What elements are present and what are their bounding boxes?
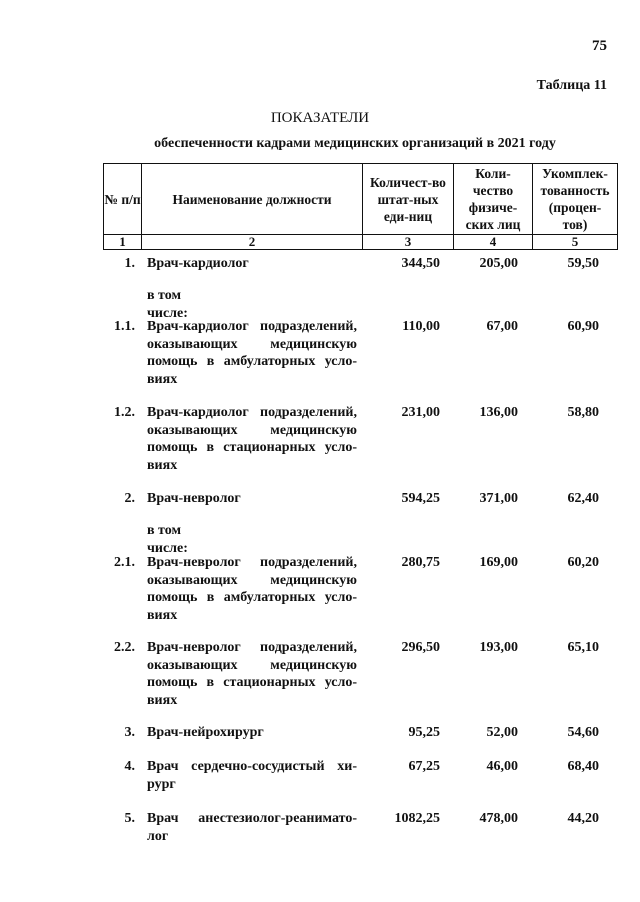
row-individuals: 67,00 (486, 319, 518, 334)
row-staff-units: 110,00 (402, 319, 440, 334)
table-label: Таблица 11 (536, 78, 607, 93)
row-percent: 54,60 (567, 725, 599, 740)
header-position-name: Наименование должности (142, 164, 363, 235)
row-number: 4. (124, 759, 135, 774)
col-number-1: 1 (104, 235, 142, 250)
table-header (103, 163, 618, 250)
row-name: Врач-невролог подразделений, оказывающих медицинскую помощь в стационарных усло-виях (147, 640, 357, 708)
document-subtitle: обеспеченности кадрами медицинских организаций в 2021 году (154, 136, 556, 151)
row-name: Врач-невролог подразделений, оказывающих медицинскую помощь в амбулаторных усло-виях (147, 555, 357, 623)
row-individuals: 169,00 (479, 555, 518, 570)
header-individuals: Коли-чество физиче-ских лиц (454, 164, 533, 235)
row-number: 5. (124, 811, 135, 826)
row-number: 2.2. (114, 640, 135, 655)
row-number: 1. (124, 256, 135, 271)
row-name: Врач-нейрохирург (147, 725, 264, 740)
row-staff-units: 296,50 (401, 640, 440, 655)
row-individuals: 205,00 (479, 256, 518, 271)
row-individuals: 193,00 (479, 640, 518, 655)
row-percent: 62,40 (567, 491, 599, 506)
row-staff-units: 1082,25 (394, 811, 440, 826)
row-individuals: 136,00 (479, 405, 518, 420)
row-number: 2. (124, 491, 135, 506)
row-subheading: в том числе: (147, 288, 188, 321)
document-title: ПОКАЗАТЕЛИ (270, 110, 370, 126)
row-number: 2.1. (114, 555, 135, 570)
row-individuals: 52,00 (486, 725, 518, 740)
row-name: Врач-невролог (147, 491, 241, 506)
header-staffing-percent: Укомплек-тованность (процен-тов) (533, 164, 618, 235)
row-name: Врач анестезиолог-реанимато-лог (147, 811, 357, 844)
row-percent: 60,20 (567, 555, 599, 570)
row-percent: 58,80 (567, 405, 599, 420)
row-staff-units: 67,25 (408, 759, 440, 774)
row-name: Врач сердечно-сосудистый хи-рург (147, 759, 357, 792)
col-number-4: 4 (454, 235, 533, 250)
row-number: 1.1. (114, 319, 135, 334)
row-number: 1.2. (114, 405, 135, 420)
row-name: Врач-кардиолог подразделений, оказывающих медицинскую помощь в стационарных усло-виях (147, 405, 357, 473)
row-percent: 60,90 (567, 319, 599, 334)
row-staff-units: 231,00 (401, 405, 440, 420)
row-individuals: 46,00 (486, 759, 518, 774)
row-individuals: 478,00 (479, 811, 518, 826)
row-individuals: 371,00 (479, 491, 518, 506)
row-staff-units: 344,50 (401, 256, 440, 271)
row-name: Врач-кардиолог (147, 256, 249, 271)
col-number-3: 3 (363, 235, 454, 250)
row-name: Врач-кардиолог подразделений, оказывающих медицинскую помощь в амбулаторных усло-виях (147, 319, 357, 387)
row-percent: 68,40 (567, 759, 599, 774)
row-staff-units: 280,75 (401, 555, 440, 570)
header-staff-units: Количест-во штат-ных еди-ниц (363, 164, 454, 235)
row-number: 3. (124, 725, 135, 740)
row-percent: 59,50 (567, 256, 599, 271)
row-percent: 44,20 (567, 811, 599, 826)
row-staff-units: 95,25 (408, 725, 440, 740)
row-staff-units: 594,25 (401, 491, 440, 506)
col-number-5: 5 (533, 235, 618, 250)
col-number-2: 2 (142, 235, 363, 250)
row-percent: 65,10 (567, 640, 599, 655)
row-subheading: в том числе: (147, 523, 188, 556)
page-number: 75 (592, 38, 607, 54)
header-number: № п/п (104, 164, 142, 235)
